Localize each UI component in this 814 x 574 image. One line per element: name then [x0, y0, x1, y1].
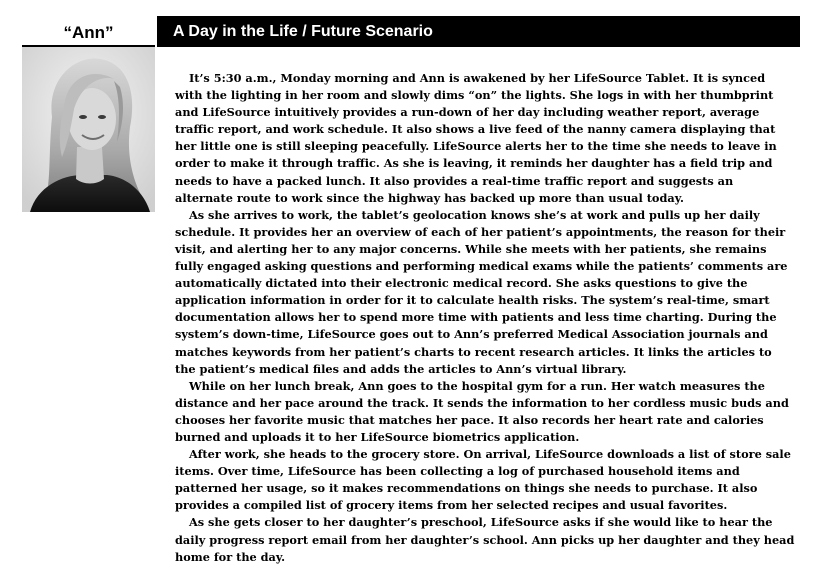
- portrait-icon: [22, 47, 155, 212]
- portrait-photo: [22, 47, 155, 212]
- page-title-bar: [157, 16, 800, 47]
- paragraph-grocery: After work, she heads to the grocery store. On arrival, LifeSource downloads a list of store sale items. Over time, LifeSource has been collecting a log of purchased household items and patterned her usage, so it makes recommendations on things she needs to purchase. It also provides a compiled list of grocery items from her selected recipes and usual favorites.: [175, 447, 791, 513]
- paragraph-preschool: As she gets closer to her daughter’s preschool, LifeSource asks if she would like to hear the daily progress report email from her daughter’s school. Ann picks up her daughter and they head home for the day.: [175, 515, 795, 564]
- paragraph-lunch: While on her lunch break, Ann goes to the hospital gym for a run. Her watch measures the distance and her pace around the track. It sends the information to her cordless music buds and chooses her favorite music that matches her pace. It also records her heart rate and calories burned and uploads it to her LifeSource biometrics application.: [175, 378, 789, 444]
- page-title: A Day in the Life / Future Scenario: [173, 23, 433, 40]
- scenario-body: [175, 70, 795, 566]
- paragraph-morning: It’s 5:30 a.m., Monday morning and Ann is awakened by her LifeSource Tablet. It is synced with the lighting in her room and slowly dims “on” the lights. She logs in with her thumbprint and LifeSource intuitively provides a run-down of her day including weather report, average traffic report, and work schedule. It also shows a live feed of the nanny camera displaying that her little one is still sleeping peacefully. LifeSource alerts her to the time she needs to leave in order to make it through traffic. As she is leaving, it reminds her daughter has a field trip and needs to have a packed lunch. It also provides a real-time traffic report and suggests an alternate route to work since the highway has backed up more than usual today.: [175, 71, 777, 205]
- persona-name-label: “Ann”: [63, 23, 114, 42]
- paragraph-work: As she arrives to work, the tablet’s geolocation knows she’s at work and pulls up her daily schedule. It provides her an overview of each of her patient’s appointments, the reason for their visit, and alerting her to any major concerns. While she meets with her patients, she remains fully engaged asking questions and performing medical exams while the patients’ comments are automatically dictated into their electronic medical record. She asks questions to give the application information in order for it to calculate health risks. The system’s real-time, smart documentation allows her to spend more time with patients and less time charting. During the system’s down-time, LifeSource goes out to Ann’s preferred Medical Association journals and matches keywords from her patient’s charts to recent research articles. It links the articles to the patient’s medical files and adds the articles to Ann’s virtual library.: [175, 207, 788, 376]
